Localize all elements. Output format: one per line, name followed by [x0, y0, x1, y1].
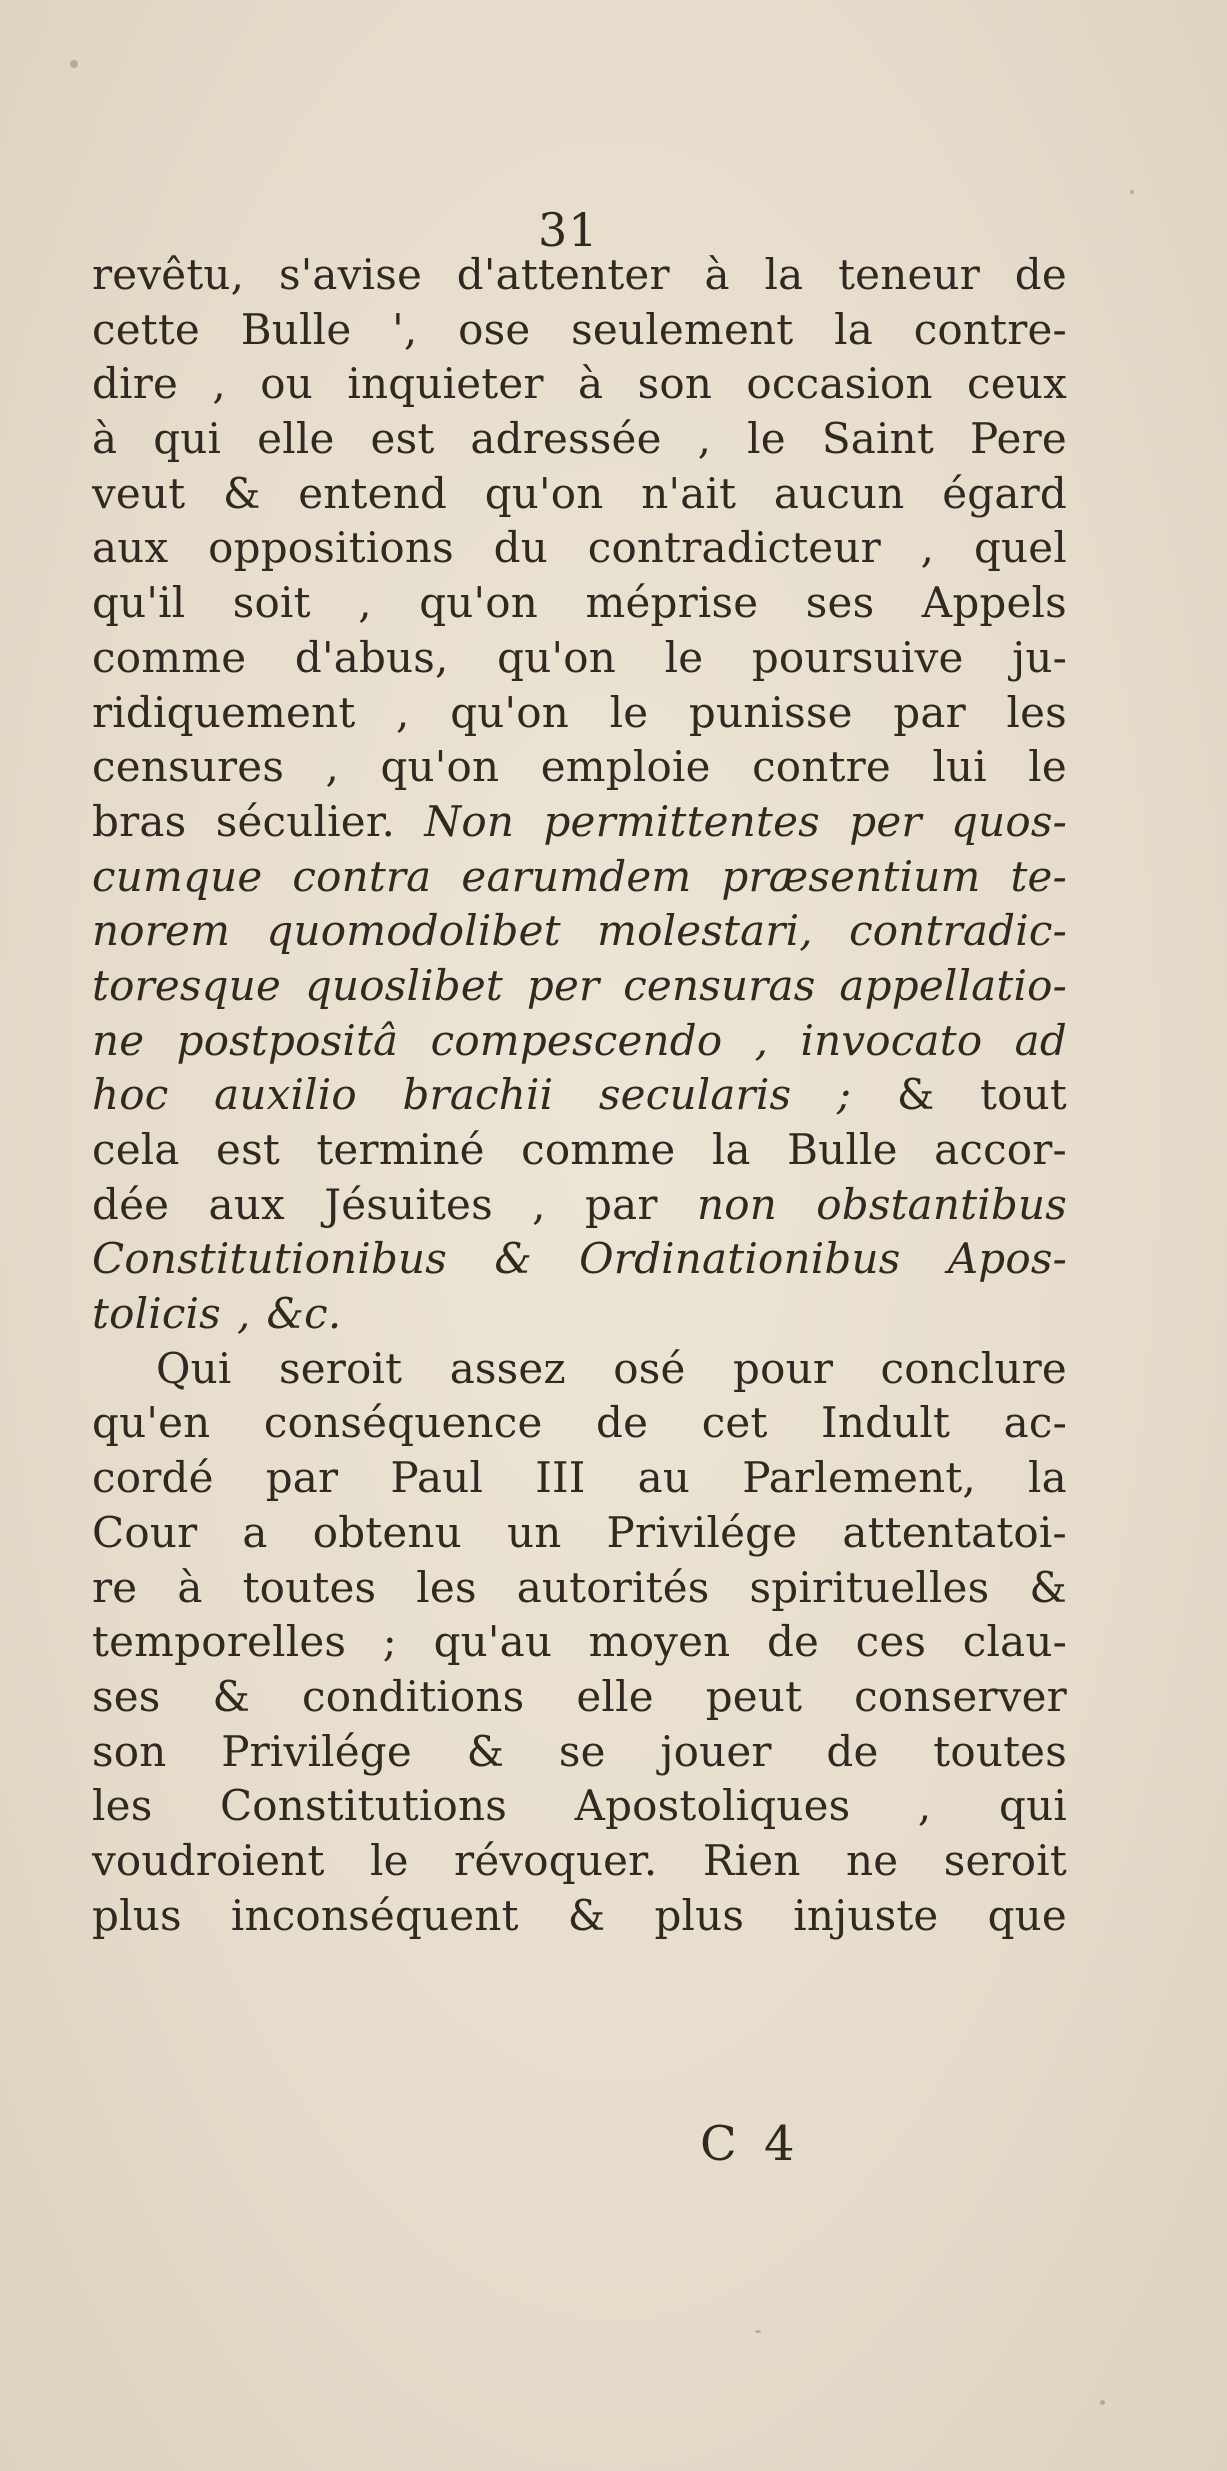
text-line: cumque contra earumdem præsentium te-: [92, 851, 1067, 901]
text-line: norem quomodolibet molestari, contradic-: [92, 906, 1067, 956]
text-line: toresque quoslibet per censuras appellatio-: [92, 960, 1067, 1010]
text-line: Constitutionibus & Ordinationibus Apos-: [92, 1234, 1067, 1284]
text-line: à qui elle est adressée , le Saint Pere: [92, 414, 1067, 464]
paper-speck: [1130, 190, 1134, 194]
text-line: voudroient le révoquer. Rien ne seroit: [92, 1835, 1067, 1885]
text-line: cette Bulle ', ose seulement la contre-: [92, 304, 1067, 354]
text-line: cela est terminé comme la Bulle accor-: [92, 1125, 1067, 1174]
text-line: censures , qu'on emploie contre lui le: [92, 742, 1067, 792]
text-line: re à toutes les autorités spirituelles &: [92, 1562, 1067, 1612]
text-line: revêtu, s'avise d'attenter à la teneur de: [92, 250, 1067, 299]
text-line: veut & entend qu'on n'ait aucun égard: [92, 468, 1067, 518]
text-line: tolicis , &c.: [92, 1289, 342, 1339]
text-line: son Privilége & se jouer de toutes: [92, 1726, 1067, 1776]
text-line: temporelles ; qu'au moyen de ces clau-: [92, 1617, 1067, 1667]
page-number: 31: [538, 203, 599, 257]
text-line: plus inconséquent & plus injuste que: [92, 1890, 1067, 1940]
text-line: les Constitutions Apostoliques , qui: [92, 1781, 1067, 1831]
body-text: [92, 248, 1067, 1943]
signature-mark: C 4: [700, 2116, 801, 2172]
paper-speck: [70, 60, 78, 68]
paper-speck: [755, 2330, 761, 2333]
text-line: ses & conditions elle peut conserver: [92, 1671, 1067, 1721]
text-line: dée aux Jésuites , par non obstantibus: [92, 1179, 1067, 1229]
text-line: qu'il soit , qu'on méprise ses Appels: [92, 578, 1067, 628]
text-line: ridiquement , qu'on le punisse par les: [92, 687, 1067, 737]
text-line: qu'en conséquence de cet Indult ac-: [92, 1398, 1067, 1448]
text-line: comme d'abus, qu'on le poursuive ju-: [92, 632, 1067, 682]
text-line: bras séculier. Non permittentes per quos-: [92, 796, 1067, 846]
text-line: cordé par Paul III au Parlement, la: [92, 1453, 1067, 1503]
text-line: ne postpositâ compescendo , invocato ad: [92, 1015, 1067, 1065]
text-line: dire , ou inquieter à son occasion ceux: [92, 359, 1067, 409]
paper-speck: [1100, 2400, 1105, 2405]
text-line: hoc auxilio brachii secularis ; & tout: [92, 1070, 1067, 1120]
text-line: Cour a obtenu un Privilége attentatoi-: [92, 1507, 1067, 1557]
text-line: Qui seroit assez osé pour conclure: [156, 1343, 1067, 1393]
text-line: aux oppositions du contradicteur , quel: [92, 523, 1067, 573]
